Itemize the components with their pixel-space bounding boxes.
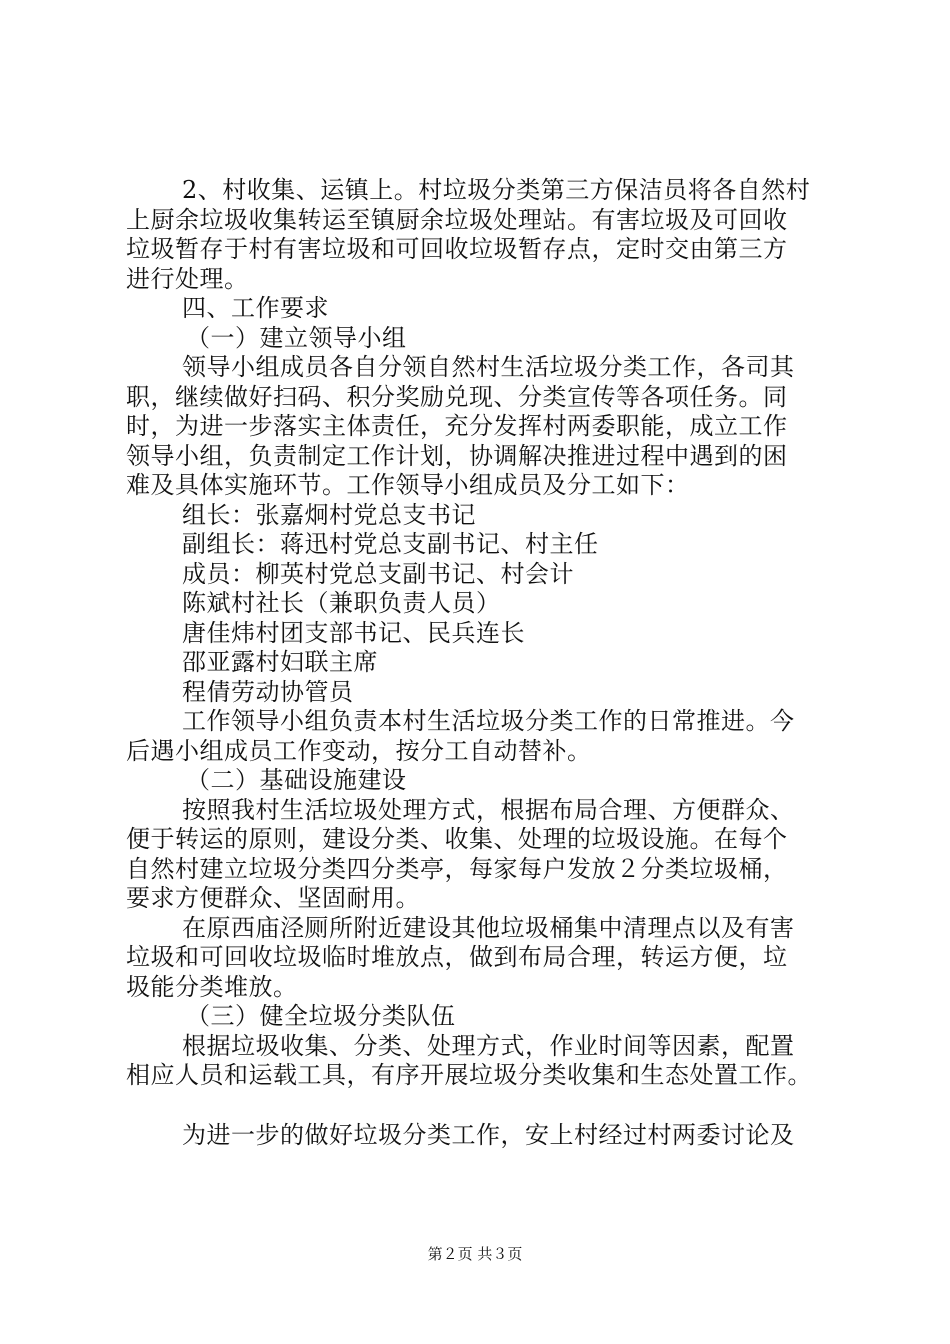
paragraph-line: 相应人员和运载工具，有序开展垃圾分类收集和生态处置工作。	[126, 1061, 812, 1089]
document-body	[126, 176, 846, 1150]
paragraph-line: 职，继续做好扫码、积分奖励兑现、分类宣传等各项任务。同	[126, 382, 788, 411]
member-line: 邵亚露村妇联主席	[182, 648, 378, 676]
subsection-heading: （一）建立领导小组	[186, 323, 407, 352]
paragraph-line: 按照我村生活垃圾处理方式，根据布局合理、方便群众、	[182, 795, 795, 824]
paragraph-line: 时，为进一步落实主体责任，充分发挥村两委职能，成立工作	[126, 412, 788, 440]
paragraph-line: 进行处理。	[126, 264, 249, 293]
paragraph-line: 上厨余垃圾收集转运至镇厨余垃圾处理站。有害垃圾及可回收	[126, 205, 788, 234]
paragraph-line: 自然村建立垃圾分类四分类亭，每家每户发放２分类垃圾桶，	[126, 854, 788, 883]
paragraph-line: 为进一步的做好垃圾分类工作，安上村经过村两委讨论及	[182, 1120, 795, 1149]
paragraph-line: 要求方便群众、坚固耐用。	[126, 884, 420, 912]
section-heading: 四、工作要求	[182, 294, 329, 322]
paragraph-line: 便于转运的原则，建设分类、收集、处理的垃圾设施。在每个	[126, 825, 788, 853]
paragraph-line: 工作领导小组负责本村生活垃圾分类工作的日常推进。今	[182, 707, 795, 735]
member-line: 唐佳炜村团支部书记、民兵连长	[182, 618, 525, 647]
paragraph-line: 难及具体实施环节。工作领导小组成员及分工如下：	[126, 471, 690, 499]
paragraph-line: 在原西庙泾厕所附近建设其他垃圾桶集中清理点以及有害	[182, 913, 795, 942]
member-line: 组长：张嘉炯村党总支书记	[182, 500, 476, 529]
subsection-heading: （二）基础设施建设	[186, 766, 407, 794]
paragraph-line: 后遇小组成员工作变动，按分工自动替补。	[126, 736, 592, 765]
paragraph-line: 根据垃圾收集、分类、处理方式，作业时间等因素，配置	[182, 1031, 795, 1060]
member-line: 陈斌村社长（兼职负责人员）	[182, 589, 501, 617]
paragraph-line: 垃圾和可回收垃圾临时堆放点，做到布局合理，转运方便，垃	[126, 943, 788, 971]
paragraph-line: 领导小组成员各自分领自然村生活垃圾分类工作，各司其	[182, 353, 795, 381]
paragraph-line: 2、村收集、运镇上。村垃圾分类第三方保洁员将各自然村	[182, 176, 811, 204]
page-footer: 第２页 共３页	[427, 1245, 523, 1263]
member-line: 成员：柳英村党总支副书记、村会计	[182, 559, 574, 588]
paragraph-line: 垃圾暂存于村有害垃圾和可回收垃圾暂存点，定时交由第三方	[126, 235, 788, 263]
paragraph-line: 领导小组，负责制定工作计划，协调解决推进过程中遇到的困	[126, 441, 788, 470]
member-line: 副组长：蒋迅村党总支副书记、村主任	[182, 530, 599, 558]
subsection-heading: （三）健全垃圾分类队伍	[186, 1002, 456, 1030]
paragraph-gap	[126, 1091, 846, 1121]
paragraph-line: 圾能分类堆放。	[126, 972, 298, 1001]
member-line: 程倩劳动协管员	[182, 677, 354, 706]
